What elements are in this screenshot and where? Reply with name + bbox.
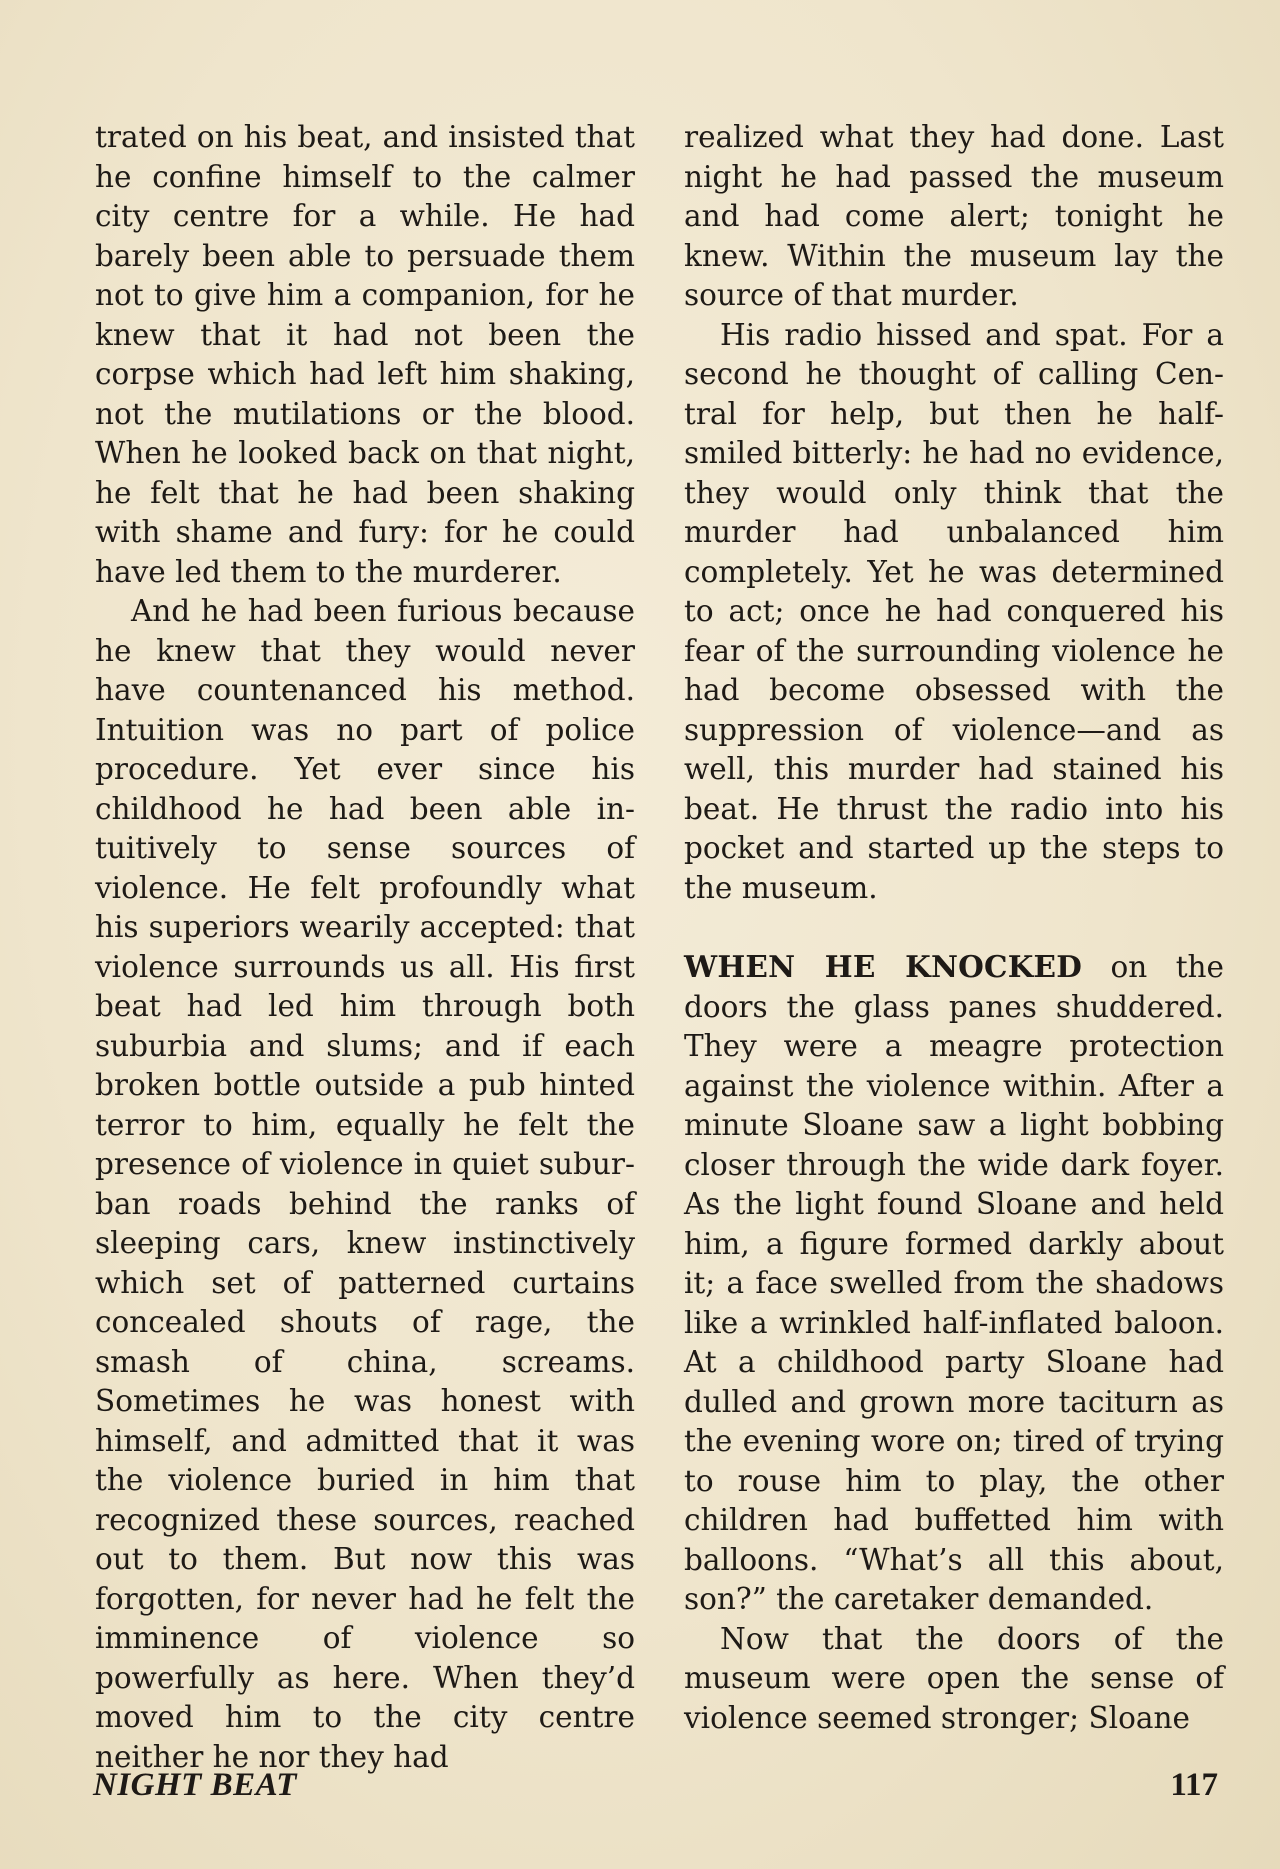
paragraph: His radio hissed and spat. For a second he thought of calling Central for help, but then he half-smiled bitterly: he had no evidence, they would only think that the murder had unbalanced him completely. Yet he was determined to act; once he had conquered his fear of the surrounding violence he had become obsessed with the suppression of violence—and as well, this murder had stained his beat. He thrust the radio into his pocket and started up the steps to the museum. (684, 317, 1224, 905)
running-footer-title: NIGHT BEAT (93, 1767, 297, 1803)
paragraph: And he had been furious because he knew that they would never have countenanced his method. Intuition was no part of police procedure. Yet ever since his childhood he had been able intuitively to sense sources of violence. He felt profoundly what his superiors wearily accepted: that violence surrounds us all. His first beat had led him through both suburbia and slums; and if each broken bottle outside a pub hinted terror to him, equally he felt the presence of violence in quiet suburban roads behind the ranks of sleeping cars, knew instinctively which set of patterned curtains concealed shouts of rage, the smash of china, screams. Sometimes he was honest with himself, and admitted that it was the violence buried in him that recognized these sources, reached out to them. But now this was forgotten, for never had he felt the imminence of violence so powerfully as here. When they’d moved him to the city centre neither he nor they had (95, 594, 635, 1774)
left-text-column (95, 118, 635, 1777)
right-text-column (684, 118, 1224, 1738)
paragraph-continued: realized what they had done. Last night he had passed the museum and had come alert; tonight he knew. Within the museum lay the source of that murder. (684, 120, 1224, 312)
section-paragraph (684, 947, 1224, 1620)
section-text: on the doors the glass panes shuddered. They were a meagre protection against the violence within. After a minute Sloane saw a light bobbing closer through the wide dark foyer. As the light found Sloane and held him, a figure formed darkly about it; a face swelled from the shadows like a wrinkled half-inflated baloon. At a childhood party Sloane had dulled and grown more taciturn as the evening wore on; tired of trying to rouse him to play, the other children had buffetted him with balloons. “What’s all this about, son?” the caretaker demanded. (684, 950, 1225, 1616)
paragraph-continued: trated on his beat, and insisted that he confine himself to the calmer city centre for a while. He had barely been able to persuade them not to give him a companion, for he knew that it had not been the corpse which had left him shaking, not the mutilations or the blood. When he looked back on that night, he felt that he had been shaking with shame and fury: for he could have led them to the murderer. (95, 120, 635, 589)
paragraph: Now that the doors of the museum were open the sense of violence seemed stronger; Sloane (684, 1621, 1224, 1735)
section-lead-in: WHEN HE KNOCKED (684, 949, 1083, 984)
page-number: 117 (1170, 1767, 1218, 1803)
